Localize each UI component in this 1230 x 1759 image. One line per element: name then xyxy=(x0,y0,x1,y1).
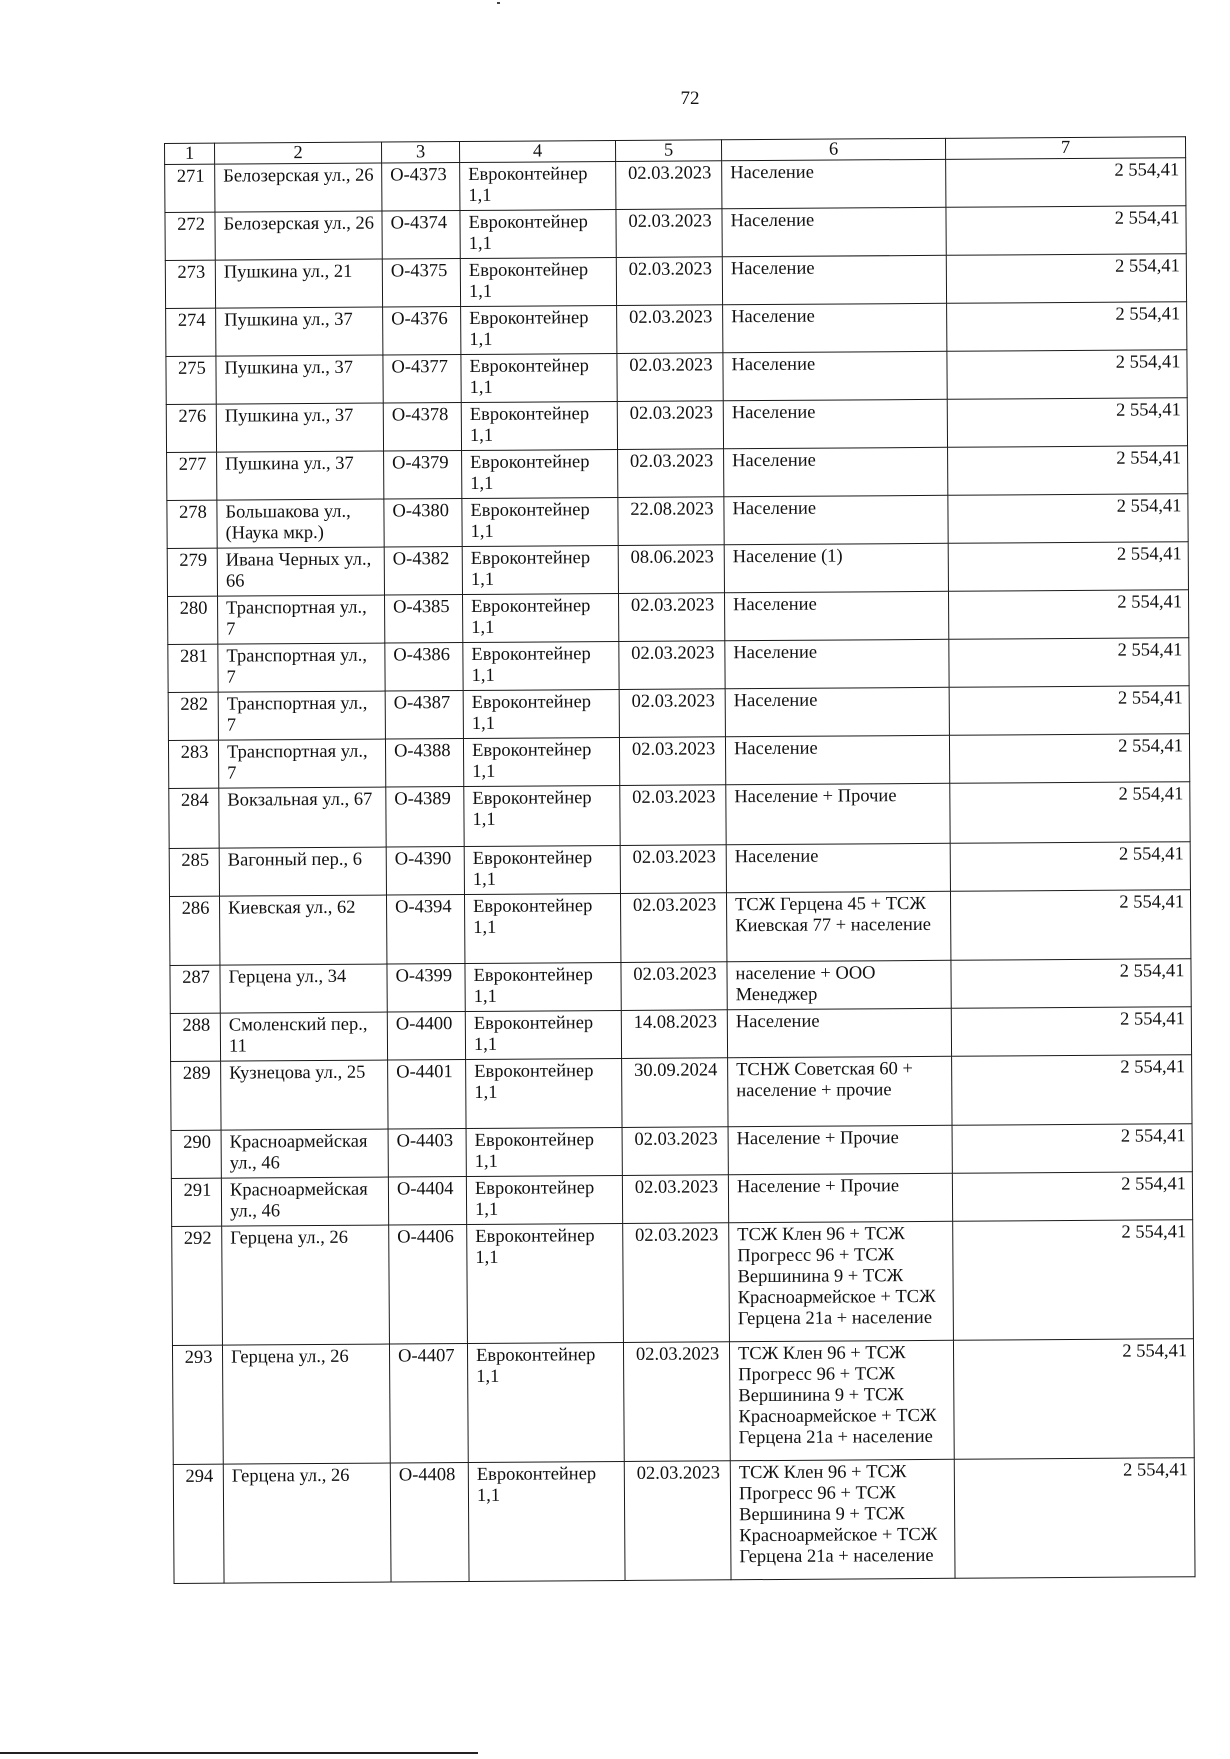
container-type-cell: Евроконтейнер 1,1 xyxy=(465,962,621,1011)
container-code-cell: О-4403 xyxy=(388,1129,466,1178)
users-cell: население + ООО Менеджер xyxy=(727,960,951,1009)
address-cell: Вагонный пер., 6 xyxy=(219,847,386,896)
container-code-cell: О-4379 xyxy=(384,451,462,500)
date-cell: 02.03.2023 xyxy=(618,449,724,498)
users-cell: Население xyxy=(725,639,949,688)
date-cell: 02.03.2023 xyxy=(616,161,722,210)
table-row xyxy=(165,254,1186,309)
amount-cell: 2 554,41 xyxy=(952,1055,1192,1126)
container-type-cell: Евроконтейнер 1,1 xyxy=(460,162,616,211)
row-number: 292 xyxy=(172,1226,223,1345)
row-number: 293 xyxy=(172,1345,223,1464)
table-row xyxy=(169,842,1190,897)
column-header: 2 xyxy=(215,142,382,164)
row-number: 286 xyxy=(169,896,219,965)
table-row xyxy=(170,959,1191,1014)
container-code-cell: О-4407 xyxy=(389,1344,468,1464)
container-code-cell: О-4390 xyxy=(386,847,464,896)
date-cell: 14.08.2023 xyxy=(621,1010,727,1059)
row-number: 284 xyxy=(169,788,219,848)
amount-cell: 2 554,41 xyxy=(950,890,1190,961)
row-number: 274 xyxy=(166,308,216,356)
table-row xyxy=(171,1172,1192,1227)
address-cell: Транспортная ул., 7 xyxy=(218,595,385,644)
container-type-cell: Евроконтейнер 1,1 xyxy=(460,210,616,259)
date-cell: 02.03.2023 xyxy=(617,353,723,402)
container-code-cell: О-4404 xyxy=(388,1177,466,1226)
container-code-cell: О-4388 xyxy=(385,739,463,788)
table-row xyxy=(170,1007,1191,1062)
date-cell: 22.08.2023 xyxy=(618,497,724,546)
container-type-cell: Евроконтейнер 1,1 xyxy=(461,354,617,403)
date-cell: 02.03.2023 xyxy=(620,893,726,963)
address-cell: Пушкина ул., 21 xyxy=(215,259,382,308)
address-cell: Транспортная ул., 7 xyxy=(218,643,385,692)
amount-cell: 2 554,41 xyxy=(947,350,1187,400)
container-code-cell: О-4378 xyxy=(383,403,461,452)
container-code-cell: О-4373 xyxy=(382,163,460,212)
date-cell: 02.03.2023 xyxy=(616,209,722,258)
users-cell: ТСНЖ Советская 60 + население + прочие xyxy=(728,1056,952,1126)
container-type-cell: Евроконтейнер 1,1 xyxy=(466,1058,622,1128)
users-cell: Население + Прочие xyxy=(728,1173,952,1222)
table-row xyxy=(169,890,1190,966)
date-cell: 02.03.2023 xyxy=(622,1175,728,1224)
table-row xyxy=(168,734,1189,789)
address-cell: Ивана Черных ул., 66 xyxy=(217,547,384,596)
container-type-cell: Евроконтейнер 1,1 xyxy=(461,401,617,450)
container-code-cell: О-4394 xyxy=(386,895,464,965)
amount-cell: 2 554,41 xyxy=(948,542,1188,592)
table-row xyxy=(166,302,1187,357)
row-number: 277 xyxy=(167,452,217,500)
address-cell: Красноармейская ул., 46 xyxy=(221,1129,388,1178)
container-type-cell: Евроконтейнер 1,1 xyxy=(461,306,617,355)
row-number: 283 xyxy=(168,740,218,788)
column-header: 4 xyxy=(459,141,615,163)
users-cell: Население xyxy=(723,399,947,448)
date-cell: 02.03.2023 xyxy=(621,962,727,1011)
date-cell: 02.03.2023 xyxy=(619,689,725,738)
container-code-cell: О-4382 xyxy=(384,547,462,596)
row-number: 291 xyxy=(171,1178,221,1226)
container-type-cell: Евроконтейнер 1,1 xyxy=(462,449,618,498)
amount-cell: 2 554,41 xyxy=(951,959,1191,1009)
container-code-cell: О-4399 xyxy=(387,964,465,1013)
amount-cell: 2 554,41 xyxy=(947,398,1187,448)
users-cell: Население + Прочие xyxy=(728,1125,952,1174)
container-type-cell: Евроконтейнер 1,1 xyxy=(463,737,619,786)
amount-cell: 2 554,41 xyxy=(950,782,1190,844)
address-cell: Киевская ул., 62 xyxy=(219,895,386,965)
container-type-cell: Евроконтейнер 1,1 xyxy=(463,641,619,690)
amount-cell: 2 554,41 xyxy=(953,1339,1194,1460)
amount-cell: 2 554,41 xyxy=(946,206,1186,256)
date-cell: 02.03.2023 xyxy=(623,1342,730,1462)
container-code-cell: О-4401 xyxy=(388,1060,466,1130)
footer-rule xyxy=(0,1752,478,1754)
amount-cell: 2 554,41 xyxy=(949,734,1189,784)
address-cell: Вокзальная ул., 67 xyxy=(219,787,386,848)
row-number: 282 xyxy=(168,692,218,740)
table-row xyxy=(168,686,1189,741)
container-type-cell: Евроконтейнер 1,1 xyxy=(463,689,619,738)
amount-cell: 2 554,41 xyxy=(948,494,1188,544)
table-row xyxy=(172,1339,1194,1465)
row-number: 272 xyxy=(165,212,215,260)
row-number: 281 xyxy=(168,644,218,692)
table-row xyxy=(169,782,1190,849)
table-row xyxy=(167,542,1188,597)
container-code-cell: О-4380 xyxy=(384,499,462,548)
address-cell: Белозерская ул., 26 xyxy=(215,211,382,260)
table-row xyxy=(171,1124,1192,1179)
container-type-cell: Евроконтейнер 1,1 xyxy=(462,497,618,546)
table-row xyxy=(167,494,1188,549)
users-cell: Население xyxy=(724,495,948,544)
amount-cell: 2 554,41 xyxy=(952,1124,1192,1174)
table-row xyxy=(172,1220,1194,1346)
date-cell: 02.03.2023 xyxy=(616,257,722,306)
address-cell: Пушкина ул., 37 xyxy=(217,451,384,500)
table-body xyxy=(165,158,1195,1584)
container-type-cell: Евроконтейнер 1,1 xyxy=(463,593,619,642)
amount-cell: 2 554,41 xyxy=(946,158,1186,208)
container-type-cell: Евроконтейнер 1,1 xyxy=(466,1175,622,1224)
container-code-cell: О-4386 xyxy=(385,643,463,692)
table-row xyxy=(168,590,1189,645)
row-number: 276 xyxy=(166,404,216,452)
table-row xyxy=(165,206,1186,261)
row-number: 290 xyxy=(171,1130,221,1178)
container-type-cell: Евроконтейнер 1,1 xyxy=(465,1010,621,1059)
users-cell: Население xyxy=(722,207,946,256)
date-cell: 02.03.2023 xyxy=(619,737,725,786)
page-number: 72 xyxy=(680,88,700,109)
address-cell: Пушкина ул., 37 xyxy=(216,307,383,356)
column-header: 5 xyxy=(615,140,721,162)
amount-cell: 2 554,41 xyxy=(949,686,1189,736)
amount-cell: 2 554,41 xyxy=(946,254,1186,304)
date-cell: 02.03.2023 xyxy=(617,401,723,450)
column-header: 1 xyxy=(165,143,215,164)
container-type-cell: Евроконтейнер 1,1 xyxy=(464,785,620,846)
row-number: 280 xyxy=(168,596,218,644)
row-number: 288 xyxy=(170,1013,220,1061)
amount-cell: 2 554,41 xyxy=(953,1220,1194,1341)
users-cell: Население xyxy=(724,591,948,640)
table-row xyxy=(173,1458,1195,1584)
column-header: 3 xyxy=(381,142,459,164)
column-header: 6 xyxy=(721,138,945,160)
row-number: 279 xyxy=(167,548,217,596)
users-cell: ТСЖ Клен 96 + ТСЖ Прогресс 96 + ТСЖ Вершинина 9 + ТСЖ Красноармейское + ТСЖ Герцена 21а + население xyxy=(729,1221,954,1341)
users-cell: ТСЖ Клен 96 + ТСЖ Прогресс 96 + ТСЖ Вершинина 9 + ТСЖ Красноармейское + ТСЖ Герцена 21а + население xyxy=(730,1459,955,1579)
date-cell: 02.03.2023 xyxy=(623,1223,730,1343)
row-number: 285 xyxy=(169,848,219,896)
date-cell: 02.03.2023 xyxy=(624,1461,731,1581)
container-code-cell: О-4406 xyxy=(389,1225,468,1345)
address-cell: Транспортная ул., 7 xyxy=(218,739,385,788)
amount-cell: 2 554,41 xyxy=(951,1007,1191,1057)
container-code-cell: О-4400 xyxy=(387,1012,465,1061)
users-cell: Население xyxy=(727,1008,951,1057)
address-cell: Пушкина ул., 37 xyxy=(216,355,383,404)
amount-cell: 2 554,41 xyxy=(949,638,1189,688)
container-type-cell: Евроконтейнер 1,1 xyxy=(468,1461,625,1581)
table-row xyxy=(165,158,1186,213)
table-row xyxy=(168,638,1189,693)
container-code-cell: О-4374 xyxy=(382,211,460,260)
date-cell: 30.09.2024 xyxy=(622,1058,728,1128)
users-cell: ТСЖ Герцена 45 + ТСЖ Киевская 77 + население xyxy=(726,891,950,961)
container-type-cell: Евроконтейнер 1,1 xyxy=(467,1223,624,1343)
address-cell: Смоленский пер., 11 xyxy=(220,1012,387,1061)
row-number: 294 xyxy=(173,1464,224,1583)
amount-cell: 2 554,41 xyxy=(952,1172,1192,1222)
address-cell: Герцена ул., 26 xyxy=(222,1225,390,1345)
address-cell: Большакова ул., (Наука мкр.) xyxy=(217,499,384,548)
date-cell: 02.03.2023 xyxy=(622,1127,728,1176)
address-cell: Герцена ул., 34 xyxy=(220,964,387,1013)
address-cell: Красноармейская ул., 46 xyxy=(221,1177,388,1226)
column-header: 7 xyxy=(945,137,1185,160)
container-code-cell: О-4377 xyxy=(383,355,461,404)
address-cell: Герцена ул., 26 xyxy=(223,1463,391,1583)
users-cell: Население xyxy=(725,687,949,736)
users-cell: Население xyxy=(723,351,947,400)
row-number: 289 xyxy=(171,1061,221,1130)
address-cell: Белозерская ул., 26 xyxy=(215,163,382,212)
address-cell: Транспортная ул., 7 xyxy=(218,691,385,740)
container-code-cell: О-4375 xyxy=(382,259,460,308)
container-code-cell: О-4376 xyxy=(383,307,461,356)
amount-cell: 2 554,41 xyxy=(948,446,1188,496)
container-type-cell: Евроконтейнер 1,1 xyxy=(464,893,620,963)
date-cell: 02.03.2023 xyxy=(620,845,726,894)
row-number: 275 xyxy=(166,356,216,404)
users-cell: Население xyxy=(726,843,950,892)
date-cell: 02.03.2023 xyxy=(617,305,723,354)
address-cell: Кузнецова ул., 25 xyxy=(221,1060,388,1130)
users-cell: Население + Прочие xyxy=(726,783,950,844)
container-code-cell: О-4389 xyxy=(386,787,464,848)
container-type-cell: Евроконтейнер 1,1 xyxy=(466,1127,622,1176)
row-number: 287 xyxy=(170,965,220,1013)
users-cell: Население xyxy=(725,735,949,784)
row-number: 271 xyxy=(165,164,215,212)
row-number: 273 xyxy=(165,260,215,308)
users-cell: Население (1) xyxy=(724,543,948,592)
amount-cell: 2 554,41 xyxy=(950,842,1190,892)
date-cell: 02.03.2023 xyxy=(620,785,726,846)
users-cell: ТСЖ Клен 96 + ТСЖ Прогресс 96 + ТСЖ Вершинина 9 + ТСЖ Красноармейское + ТСЖ Герцена 21а + население xyxy=(729,1340,954,1460)
table-row xyxy=(167,446,1188,501)
date-cell: 08.06.2023 xyxy=(618,545,724,594)
container-code-cell: О-4385 xyxy=(385,595,463,644)
date-cell: 02.03.2023 xyxy=(618,593,724,642)
address-cell: Пушкина ул., 37 xyxy=(216,403,383,452)
amount-cell: 2 554,41 xyxy=(954,1458,1195,1579)
container-type-cell: Евроконтейнер 1,1 xyxy=(462,545,618,594)
address-cell: Герцена ул., 26 xyxy=(222,1344,390,1464)
amount-cell: 2 554,41 xyxy=(948,590,1188,640)
row-number: 278 xyxy=(167,500,217,548)
date-cell: 02.03.2023 xyxy=(619,641,725,690)
users-cell: Население xyxy=(724,447,948,496)
container-registry-table xyxy=(164,136,1196,1584)
users-cell: Население xyxy=(722,159,946,208)
container-type-cell: Евроконтейнер 1,1 xyxy=(464,845,620,894)
container-code-cell: О-4387 xyxy=(385,691,463,740)
container-code-cell: О-4408 xyxy=(390,1463,469,1583)
users-cell: Население xyxy=(723,303,947,352)
container-type-cell: Евроконтейнер 1,1 xyxy=(460,258,616,307)
container-type-cell: Евроконтейнер 1,1 xyxy=(467,1342,624,1462)
table-row xyxy=(166,398,1187,453)
table-row xyxy=(166,350,1187,405)
scan-speck xyxy=(497,2,500,4)
users-cell: Население xyxy=(722,255,946,304)
table-row xyxy=(171,1055,1192,1131)
amount-cell: 2 554,41 xyxy=(947,302,1187,352)
